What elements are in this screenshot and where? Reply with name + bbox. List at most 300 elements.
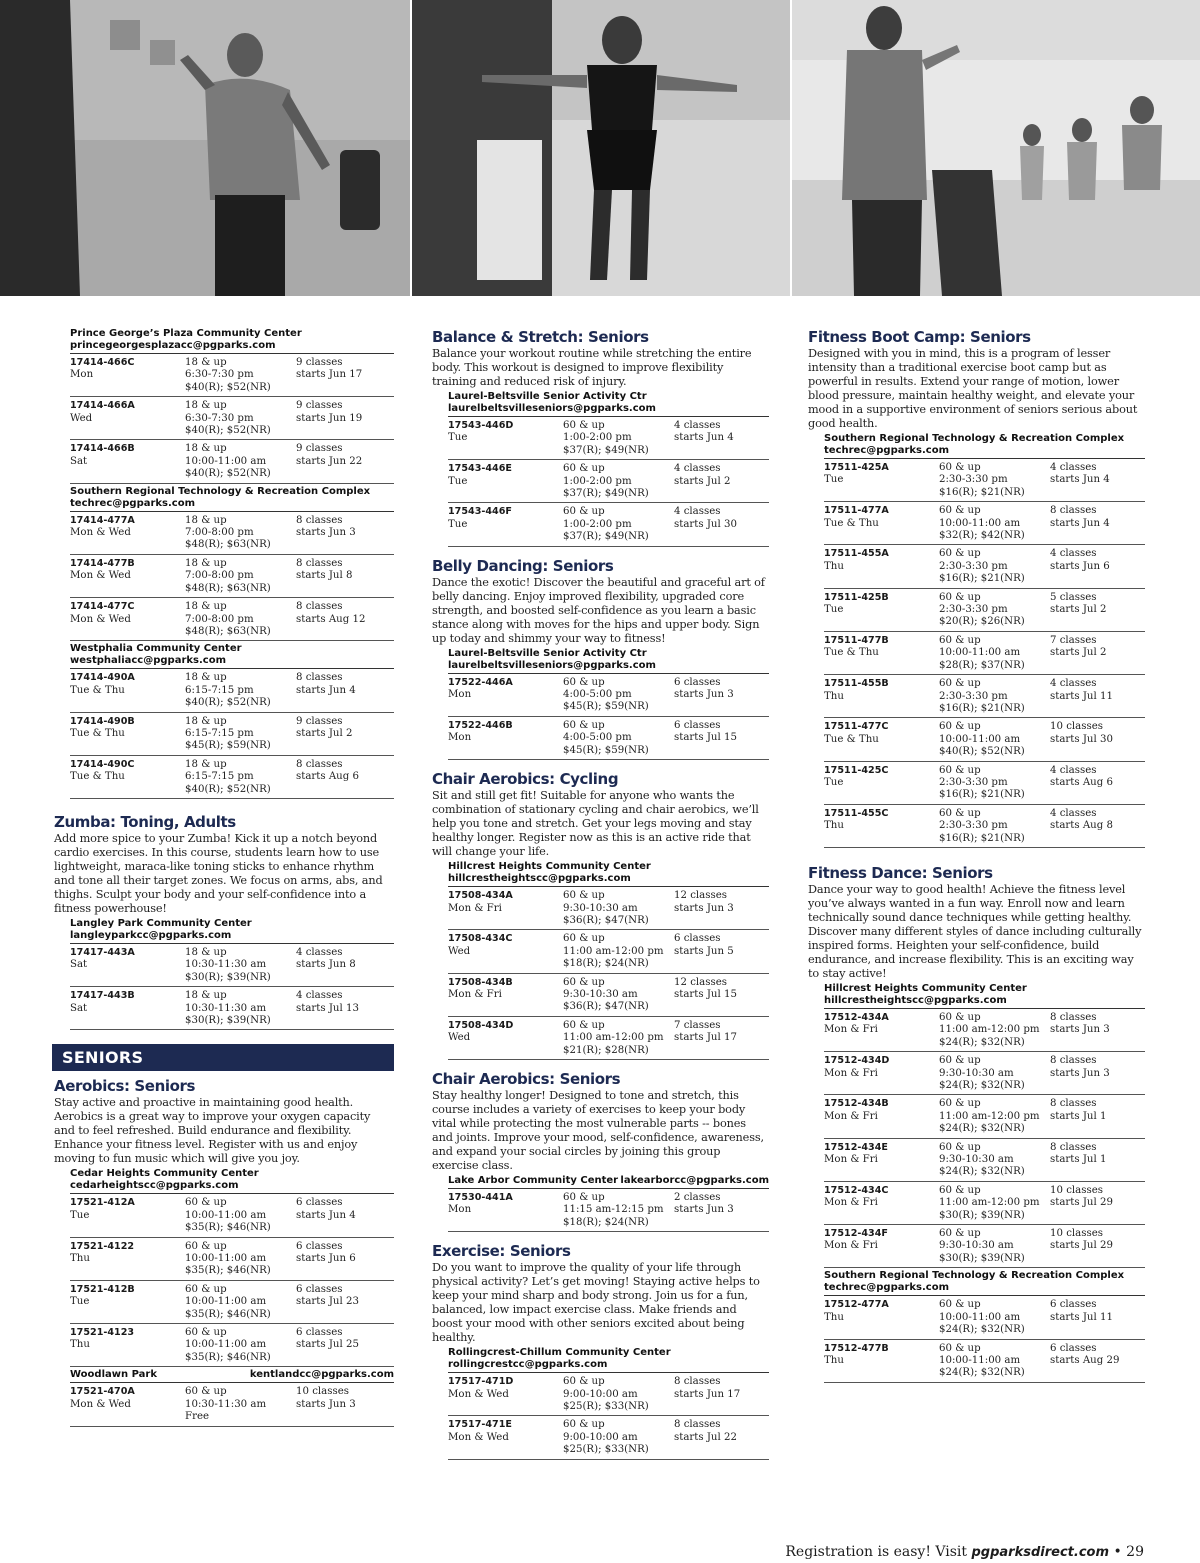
location-block bbox=[432, 861, 769, 1060]
class-fee: $45(R); $59(NR) bbox=[185, 740, 271, 752]
class-code: 17417-443B bbox=[70, 990, 135, 1002]
class-code: 17521-4123 bbox=[70, 1327, 135, 1339]
class-age-time-fee-cell bbox=[939, 1055, 1050, 1092]
class-age-time-fee-cell bbox=[939, 592, 1050, 629]
class-count-start-cell bbox=[296, 990, 394, 1027]
class-count-start-cell bbox=[674, 720, 769, 757]
section-title: Fitness Boot Camp: Seniors bbox=[808, 328, 1031, 346]
class-age-time-fee-cell bbox=[939, 505, 1050, 542]
class-count: 10 classes bbox=[1050, 721, 1103, 733]
class-ages: 18 & up bbox=[185, 514, 227, 526]
class-count: 8 classes bbox=[296, 601, 343, 613]
class-start: starts Jun 3 bbox=[1050, 1024, 1110, 1036]
class-row bbox=[70, 512, 394, 555]
class-age-time-fee-cell bbox=[939, 1142, 1050, 1179]
location-header bbox=[70, 1168, 394, 1194]
class-code: 17508-434B bbox=[448, 976, 513, 988]
class-age-time-fee-cell bbox=[185, 1241, 296, 1278]
class-rows bbox=[448, 417, 769, 547]
class-days: Tue bbox=[448, 475, 468, 487]
class-rows bbox=[448, 887, 769, 1060]
class-count: 10 classes bbox=[1050, 1228, 1103, 1240]
class-row bbox=[70, 987, 394, 1030]
class-fee: $25(R); $33(NR) bbox=[563, 1401, 649, 1412]
class-row bbox=[824, 1009, 1145, 1052]
class-days: Tue & Thu bbox=[70, 684, 125, 696]
class-code: 17417-443A bbox=[70, 946, 135, 958]
class-days: Thu bbox=[824, 1354, 844, 1366]
class-time: 1:00-2:00 pm bbox=[563, 518, 632, 530]
location-email[interactable]: langleyparkcc@pgparks.com bbox=[70, 929, 232, 941]
class-ages: 18 & up bbox=[185, 400, 227, 412]
class-age-time-fee-cell bbox=[185, 357, 296, 394]
class-code-cell bbox=[70, 947, 185, 984]
class-start: starts Jul 25 bbox=[296, 1339, 359, 1351]
class-code: 17414-466A bbox=[70, 400, 135, 412]
class-count-start-cell bbox=[674, 890, 769, 927]
location-name: Lake Arbor Community Center bbox=[448, 1174, 619, 1186]
class-age-time-fee-cell bbox=[185, 515, 296, 552]
location-header bbox=[70, 643, 394, 669]
class-days: Thu bbox=[824, 690, 844, 702]
location-email[interactable]: hillcrestheightscc@pgparks.com bbox=[824, 994, 1007, 1006]
class-time: 10:00-11:00 am bbox=[939, 1311, 1021, 1323]
class-row bbox=[824, 545, 1145, 588]
class-code-cell bbox=[70, 990, 185, 1027]
class-count: 9 classes bbox=[296, 715, 343, 727]
class-fee: $37(R); $49(NR) bbox=[563, 444, 649, 456]
class-days: Mon & Fri bbox=[448, 902, 502, 914]
class-start: starts Jun 4 bbox=[296, 1209, 356, 1221]
class-code-cell bbox=[448, 506, 563, 543]
class-age-time-fee-cell bbox=[563, 933, 674, 970]
class-ages: 18 & up bbox=[185, 715, 227, 727]
class-days: Mon bbox=[448, 689, 472, 701]
class-time: 9:30-10:30 am bbox=[939, 1240, 1014, 1252]
class-ages: 60 & up bbox=[563, 506, 605, 518]
location-email[interactable]: hillcrestheightscc@pgparks.com bbox=[448, 873, 631, 885]
class-code-cell bbox=[824, 548, 939, 585]
class-row bbox=[448, 717, 769, 760]
class-code: 17511-477C bbox=[824, 721, 889, 733]
class-age-time-fee-cell bbox=[563, 1020, 674, 1057]
location-email[interactable]: techrec@pgparks.com bbox=[70, 497, 196, 509]
location-email[interactable]: techrec@pgparks.com bbox=[824, 1282, 950, 1294]
class-count: 4 classes bbox=[296, 990, 343, 1002]
class-count: 4 classes bbox=[674, 420, 721, 431]
class-code: 17508-434D bbox=[448, 1019, 514, 1031]
location-name: Woodlawn Park bbox=[70, 1369, 157, 1381]
class-days: Sat bbox=[70, 959, 88, 971]
class-count-start-cell bbox=[296, 672, 394, 709]
class-time: 11:00 am-12:00 pm bbox=[563, 1032, 664, 1044]
class-start: starts Jun 3 bbox=[674, 1204, 734, 1216]
class-fee: $28(R); $37(NR) bbox=[939, 659, 1025, 671]
location-name: Langley Park Community Center bbox=[70, 917, 252, 929]
class-count: 9 classes bbox=[296, 443, 343, 455]
class-start: starts Jul 15 bbox=[674, 988, 737, 1000]
section-zumba bbox=[54, 813, 394, 1030]
location-email[interactable]: cedarheightscc@pgparks.com bbox=[70, 1180, 239, 1192]
class-code: 17511-477A bbox=[824, 505, 889, 517]
class-count-start-cell bbox=[674, 977, 769, 1014]
class-count: 4 classes bbox=[1050, 764, 1097, 776]
class-age-time-fee-cell bbox=[939, 548, 1050, 585]
class-rows bbox=[70, 512, 394, 642]
class-count-start-cell bbox=[296, 601, 394, 638]
class-days: Tue & Thu bbox=[824, 517, 879, 529]
location-block bbox=[808, 983, 1145, 1268]
class-fee: $16(R); $21(NR) bbox=[939, 486, 1025, 498]
class-age-time-fee-cell bbox=[185, 990, 296, 1027]
class-count-start-cell bbox=[674, 1419, 769, 1456]
class-rows bbox=[70, 1194, 394, 1367]
class-time: 1:00-2:00 pm bbox=[563, 432, 632, 444]
class-fee: $16(R); $21(NR) bbox=[939, 702, 1025, 714]
footer-website-link[interactable]: pgparksdirect.com bbox=[971, 1545, 1109, 1560]
class-code-cell bbox=[448, 1020, 563, 1057]
location-email[interactable]: kentlandcc@pgparks.com bbox=[249, 1369, 394, 1381]
class-row bbox=[824, 632, 1145, 675]
class-code: 17521-412B bbox=[70, 1283, 135, 1295]
class-count-start-cell bbox=[296, 443, 394, 480]
class-ages: 60 & up bbox=[939, 678, 981, 690]
class-row bbox=[824, 1095, 1145, 1138]
class-ages: 60 & up bbox=[563, 719, 605, 731]
class-count: 8 classes bbox=[296, 514, 343, 526]
class-row bbox=[448, 460, 769, 503]
class-code-cell bbox=[448, 420, 563, 457]
class-code-cell bbox=[70, 672, 185, 709]
class-code-cell bbox=[70, 357, 185, 394]
class-count-start-cell bbox=[1050, 462, 1145, 499]
class-start: starts Jul 11 bbox=[1050, 1311, 1113, 1323]
class-code-cell bbox=[70, 558, 185, 595]
class-fee: $35(R); $46(NR) bbox=[185, 1351, 271, 1363]
class-days: Mon bbox=[448, 1204, 472, 1216]
class-fee: $37(R); $49(NR) bbox=[563, 488, 649, 500]
class-code: 17512-434D bbox=[824, 1055, 890, 1067]
class-code: 17522-446A bbox=[448, 676, 513, 688]
class-ages: 60 & up bbox=[563, 1191, 605, 1203]
class-ages: 60 & up bbox=[939, 1141, 981, 1153]
location-header bbox=[448, 391, 769, 417]
class-code: 17414-466B bbox=[70, 443, 135, 455]
class-ages: 60 & up bbox=[563, 976, 605, 988]
class-code-cell bbox=[70, 1284, 185, 1321]
class-age-time-fee-cell bbox=[563, 463, 674, 500]
class-count-start-cell bbox=[674, 420, 769, 457]
class-fee: $36(R); $47(NR) bbox=[563, 1001, 649, 1013]
class-time: 6:30-7:30 pm bbox=[185, 369, 254, 381]
class-code-cell bbox=[448, 677, 563, 714]
class-age-time-fee-cell bbox=[185, 1197, 296, 1234]
section-fitness-dance bbox=[808, 864, 1145, 1383]
class-row bbox=[824, 1139, 1145, 1182]
class-days: Tue bbox=[70, 1209, 90, 1221]
class-rows bbox=[824, 1296, 1145, 1382]
location-email[interactable]: rollingcrestcc@pgparks.com bbox=[448, 1359, 608, 1371]
class-start: starts Jul 22 bbox=[674, 1431, 737, 1443]
class-row bbox=[448, 674, 769, 717]
class-time: 11:00 am-12:00 pm bbox=[939, 1110, 1040, 1122]
class-row bbox=[70, 1194, 394, 1237]
class-start: starts Jul 2 bbox=[296, 727, 353, 739]
class-fee: $16(R); $21(NR) bbox=[939, 832, 1025, 844]
class-row bbox=[70, 397, 394, 440]
class-days: Mon bbox=[70, 369, 94, 381]
class-ages: 60 & up bbox=[939, 1055, 981, 1067]
class-age-time-fee-cell bbox=[939, 462, 1050, 499]
class-fee: $24(R); $32(NR) bbox=[939, 1324, 1025, 1336]
class-row bbox=[448, 1189, 769, 1232]
class-fee: $32(R); $42(NR) bbox=[939, 530, 1025, 542]
class-ages: 18 & up bbox=[185, 557, 227, 569]
location-name: Southern Regional Technology & Recreation Complex bbox=[824, 433, 1125, 444]
class-row bbox=[70, 756, 394, 799]
class-ages: 18 & up bbox=[185, 672, 227, 684]
class-row bbox=[824, 805, 1145, 848]
class-row bbox=[448, 930, 769, 973]
location-block bbox=[432, 648, 769, 760]
class-count-start-cell bbox=[1050, 765, 1145, 802]
class-age-time-fee-cell bbox=[563, 1376, 674, 1413]
class-time: 7:00-8:00 pm bbox=[185, 527, 254, 539]
class-ages: 60 & up bbox=[185, 1283, 227, 1295]
class-code-cell bbox=[824, 721, 939, 758]
class-code: 17521-4122 bbox=[70, 1240, 135, 1252]
class-time: 2:30-3:30 pm bbox=[939, 560, 1008, 572]
class-fee: $21(R); $28(NR) bbox=[563, 1044, 649, 1056]
location-email[interactable]: westphaliacc@pgparks.com bbox=[70, 655, 227, 667]
section-exercise bbox=[432, 1242, 769, 1459]
class-days: Thu bbox=[824, 820, 844, 832]
class-code-cell bbox=[70, 1386, 185, 1423]
class-time: 10:00-11:00 am bbox=[185, 1253, 267, 1265]
class-code: 17414-477B bbox=[70, 557, 135, 569]
class-count-start-cell bbox=[1050, 592, 1145, 629]
class-age-time-fee-cell bbox=[939, 678, 1050, 715]
class-code: 17530-441A bbox=[448, 1191, 513, 1203]
class-start: starts Jul 8 bbox=[296, 570, 353, 582]
class-ages: 60 & up bbox=[563, 890, 605, 902]
class-count-start-cell bbox=[296, 1327, 394, 1364]
class-count: 5 classes bbox=[1050, 591, 1097, 603]
class-code-cell bbox=[448, 890, 563, 927]
location-block bbox=[54, 486, 394, 642]
class-code-cell bbox=[824, 1098, 939, 1135]
class-days: Mon & Fri bbox=[824, 1197, 878, 1209]
class-start: starts Jun 3 bbox=[674, 689, 734, 701]
class-time: 10:30-11:30 am bbox=[185, 959, 267, 971]
page-footer bbox=[785, 1544, 1144, 1560]
class-code-cell bbox=[824, 1012, 939, 1049]
class-ages: 60 & up bbox=[939, 721, 981, 733]
class-start: starts Jun 4 bbox=[674, 432, 734, 444]
class-start: starts Jun 22 bbox=[296, 455, 363, 467]
class-time: 11:00 am-12:00 pm bbox=[563, 945, 664, 957]
section-title: Exercise: Seniors bbox=[432, 1242, 571, 1261]
class-count-start-cell bbox=[674, 463, 769, 500]
class-fee: $30(R); $39(NR) bbox=[185, 971, 271, 983]
class-count-start-cell bbox=[1050, 1299, 1145, 1336]
class-age-time-fee-cell bbox=[939, 1098, 1050, 1135]
class-fee: $24(R); $32(NR) bbox=[939, 1080, 1025, 1091]
location-header bbox=[70, 486, 394, 512]
class-count-start-cell bbox=[296, 1241, 394, 1278]
class-start: starts Jun 3 bbox=[1050, 1067, 1110, 1079]
class-time: 1:00-2:00 pm bbox=[563, 475, 632, 487]
footer-text: Registration is easy! Visit bbox=[785, 1544, 972, 1560]
class-count-start-cell bbox=[1050, 635, 1145, 672]
class-fee: $40(R); $52(NR) bbox=[185, 425, 271, 437]
class-count: 4 classes bbox=[1050, 678, 1097, 690]
section-chair-cycling bbox=[432, 770, 769, 1060]
class-count-start-cell bbox=[1050, 1012, 1145, 1049]
class-ages: 60 & up bbox=[939, 1228, 981, 1240]
class-count-start-cell bbox=[296, 515, 394, 552]
class-row bbox=[824, 1340, 1145, 1383]
section-title: Zumba: Toning, Adults bbox=[54, 812, 236, 831]
class-code: 17512-477B bbox=[824, 1342, 889, 1354]
class-row bbox=[448, 974, 769, 1017]
class-age-time-fee-cell bbox=[563, 890, 674, 927]
class-ages: 60 & up bbox=[939, 548, 981, 560]
class-days: Mon & Wed bbox=[70, 570, 131, 582]
class-code: 17414-477C bbox=[70, 601, 135, 613]
class-time: 6:30-7:30 pm bbox=[185, 412, 254, 424]
class-code-cell bbox=[448, 1376, 563, 1413]
class-row bbox=[70, 1281, 394, 1324]
class-start: starts Jun 19 bbox=[296, 412, 363, 424]
class-time: 2:30-3:30 pm bbox=[939, 604, 1008, 616]
class-age-time-fee-cell bbox=[563, 420, 674, 457]
section-title: Chair Aerobics: Seniors bbox=[432, 1069, 621, 1088]
class-start: starts Jul 15 bbox=[674, 732, 737, 744]
class-start: starts Jul 13 bbox=[296, 1002, 359, 1014]
class-age-time-fee-cell bbox=[939, 808, 1050, 845]
class-time: 10:00-11:00 am bbox=[939, 733, 1021, 745]
class-days: Mon & Fri bbox=[824, 1154, 878, 1166]
class-start: starts Jul 1 bbox=[1050, 1110, 1107, 1122]
class-start: starts Jun 8 bbox=[296, 959, 356, 971]
class-fee: $45(R); $59(NR) bbox=[563, 744, 649, 756]
class-count-start-cell bbox=[1050, 1098, 1145, 1135]
column-right bbox=[808, 326, 1145, 1393]
section-title: Belly Dancing: Seniors bbox=[432, 556, 614, 575]
column-middle bbox=[432, 326, 769, 1470]
class-code-cell bbox=[70, 716, 185, 753]
class-row bbox=[824, 1052, 1145, 1095]
section-description: Stay active and proactive in maintaining good health. Aerobics is a great way to improve your oxygen capacity and to feel refreshed. Build endurance and flexibility. Enhance your fitness level. Register with us and enjoy moving to fun music which will give you joy. bbox=[54, 1096, 371, 1166]
class-code: 17517-471E bbox=[448, 1419, 512, 1431]
class-days: Mon & Wed bbox=[70, 613, 131, 625]
class-fee: $30(R); $39(NR) bbox=[939, 1209, 1025, 1221]
class-rows bbox=[70, 354, 394, 484]
class-code: 17511-425A bbox=[824, 462, 889, 473]
class-ages: 18 & up bbox=[185, 758, 227, 770]
class-time: 11:00 am-12:00 pm bbox=[939, 1024, 1040, 1036]
class-age-time-fee-cell bbox=[185, 1386, 296, 1423]
class-code-cell bbox=[824, 635, 939, 672]
class-fee: $48(R); $63(NR) bbox=[185, 539, 271, 551]
location-email[interactable]: techrec@pgparks.com bbox=[824, 445, 950, 456]
class-ages: 60 & up bbox=[185, 1197, 227, 1209]
location-email[interactable]: laurelbeltsvilleseniors@pgparks.com bbox=[448, 403, 656, 414]
class-code-cell bbox=[70, 443, 185, 480]
class-count-start-cell bbox=[296, 558, 394, 595]
class-row bbox=[448, 1373, 769, 1416]
class-code: 17511-425B bbox=[824, 591, 889, 603]
class-days: Tue & Thu bbox=[824, 647, 879, 659]
location-header bbox=[448, 648, 769, 674]
class-count-start-cell bbox=[674, 1020, 769, 1057]
class-code: 17512-434F bbox=[824, 1228, 888, 1240]
class-time: 2:30-3:30 pm bbox=[939, 690, 1008, 702]
class-time: 6:15-7:15 pm bbox=[185, 727, 254, 739]
class-row bbox=[70, 598, 394, 641]
class-start: starts Jun 3 bbox=[674, 902, 734, 914]
class-time: 9:00-10:00 am bbox=[563, 1388, 638, 1400]
class-rows bbox=[448, 1373, 769, 1459]
class-start: starts Jun 17 bbox=[674, 1388, 741, 1400]
class-count: 6 classes bbox=[296, 1283, 343, 1295]
class-age-time-fee-cell bbox=[563, 977, 674, 1014]
photo-dance-instructor bbox=[412, 0, 790, 296]
class-code-cell bbox=[70, 759, 185, 796]
class-start: starts Jul 30 bbox=[1050, 733, 1113, 745]
class-code: 17543-446E bbox=[448, 463, 512, 475]
class-count: 8 classes bbox=[674, 1376, 721, 1388]
class-code: 17414-466C bbox=[70, 357, 135, 368]
class-count: 8 classes bbox=[296, 758, 343, 770]
class-ages: 60 & up bbox=[563, 463, 605, 475]
section-description: Dance your way to good health! Achieve the fitness level you’ve always wanted in a fun way. Enroll now and learn technically sound dance techniques while getting healthy. Discover many different styles of dance including culturally inspired forms. Heighten your self-confidence, build endurance, and increase flexibility. This is an exciting way to stay active! bbox=[808, 882, 1142, 980]
class-time: 10:30-11:30 am bbox=[185, 1398, 267, 1410]
class-fee: $35(R); $46(NR) bbox=[185, 1222, 271, 1234]
class-row bbox=[70, 555, 394, 598]
class-days: Mon & Fri bbox=[824, 1067, 878, 1079]
class-age-time-fee-cell bbox=[185, 947, 296, 984]
class-start: starts Jun 3 bbox=[296, 1398, 356, 1410]
class-code: 17414-477A bbox=[70, 514, 135, 526]
section-title: Chair Aerobics: Cycling bbox=[432, 770, 619, 789]
class-time: 10:00-11:00 am bbox=[939, 517, 1021, 529]
class-time: 2:30-3:30 pm bbox=[939, 474, 1008, 486]
location-email[interactable]: princegeorgesplazacc@pgparks.com bbox=[70, 340, 276, 351]
class-fee: $24(R); $32(NR) bbox=[939, 1123, 1025, 1135]
location-email[interactable]: laurelbeltsvilleseniors@pgparks.com bbox=[448, 659, 656, 671]
class-count-start-cell bbox=[296, 947, 394, 984]
location-block bbox=[808, 433, 1145, 848]
class-code-cell bbox=[448, 1419, 563, 1456]
section-description: Stay healthy longer! Designed to tone and stretch, this course includes a variety of exercises to keep your body vital while protecting the most vulnerable parts -- bones and joints. Improve your mood, self-confidence, awareness, and expand your social circles by joining this group exercise class. bbox=[432, 1088, 764, 1172]
class-row bbox=[70, 354, 394, 397]
location-email[interactable]: lakearborcc@pgparks.com bbox=[620, 1174, 769, 1186]
page-number: 29 bbox=[1126, 1544, 1144, 1560]
class-days: Tue & Thu bbox=[824, 733, 879, 745]
class-days: Tue bbox=[448, 518, 468, 530]
class-days: Mon bbox=[448, 732, 472, 744]
class-days: Wed bbox=[448, 1032, 471, 1044]
class-code: 17512-434B bbox=[824, 1098, 889, 1110]
class-time: 7:00-8:00 pm bbox=[185, 613, 254, 625]
section-description: Balance your workout routine while stretching the entire body. This workout is designed to improve flexibility training and reduced risk of injury. bbox=[432, 347, 752, 388]
location-name: Westphalia Community Center bbox=[70, 643, 242, 655]
class-ages: 60 & up bbox=[563, 420, 605, 431]
class-code-cell bbox=[824, 1055, 939, 1092]
location-name: Southern Regional Technology & Recreation Complex bbox=[824, 1270, 1125, 1282]
